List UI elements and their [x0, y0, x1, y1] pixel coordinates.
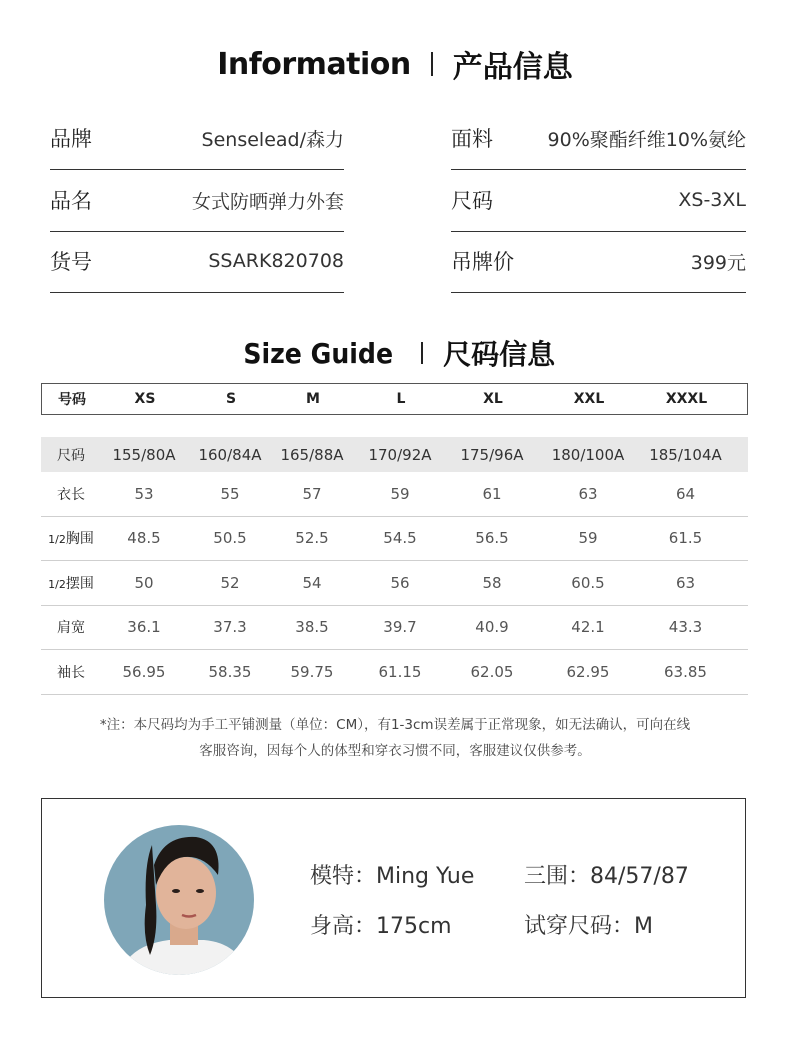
table-row-length: [41, 472, 748, 517]
info-value: XS-3XL: [678, 189, 746, 211]
table-cell: 52.5: [295, 529, 329, 548]
size-title-en: Size Guide: [243, 336, 393, 370]
table-cell: 165/88A: [280, 445, 344, 464]
table-cell: 58: [482, 573, 502, 592]
header-cell: L: [396, 391, 406, 407]
model-info-card: [41, 798, 746, 998]
header-cell: XL: [483, 391, 503, 407]
info-row-item-number: [50, 230, 344, 293]
size-code-row: [41, 437, 748, 472]
size-guide-section-title: [0, 333, 790, 373]
table-row-hem: [41, 561, 748, 606]
info-value: Senselead/森力: [201, 128, 344, 151]
table-row-sleeve: [41, 650, 748, 695]
table-cell: 63: [578, 484, 598, 503]
info-label: 货号: [50, 250, 92, 274]
info-row-size-range: [451, 169, 746, 232]
table-cell: 53: [134, 484, 154, 503]
table-cell: 61.5: [668, 529, 703, 548]
size-table-header: [41, 383, 748, 415]
table-cell: 180/100A: [551, 445, 625, 464]
table-cell: 59: [390, 484, 410, 503]
note-line: 客服咨询，因每个人的体型和穿衣习惯不同，客服建议仅供参考。: [199, 743, 591, 759]
row-label: 肩宽: [57, 620, 85, 637]
table-cell: 61.15: [378, 662, 422, 681]
info-row-product-name: [50, 169, 344, 232]
table-cell: 42.1: [571, 618, 605, 637]
info-row-brand: [50, 107, 344, 170]
info-value: SSARK820708: [208, 250, 344, 272]
table-cell: 63.85: [664, 662, 707, 681]
table-cell: 58.35: [208, 662, 252, 681]
table-cell: 185/104A: [649, 445, 722, 464]
header-cell: M: [306, 391, 320, 407]
table-cell: 48.5: [127, 529, 161, 548]
model-fit-size: 试穿尺码：M: [524, 914, 653, 939]
header-cell: XS: [134, 391, 156, 407]
table-cell: 37.3: [213, 618, 247, 637]
info-label: 面料: [451, 127, 493, 151]
table-row-shoulder: [41, 606, 748, 651]
table-cell: 57: [302, 484, 322, 503]
table-cell: 50.5: [213, 529, 247, 548]
table-cell: 61: [482, 484, 502, 503]
table-cell: 155/80A: [112, 445, 176, 464]
table-cell: 56.5: [475, 529, 509, 548]
model-avatar: [104, 825, 254, 975]
table-cell: 59.75: [290, 662, 334, 681]
table-cell: 63: [675, 573, 696, 592]
table-cell: 62.95: [566, 662, 610, 681]
header-cell: XXL: [573, 391, 605, 407]
note-line: *注：本尺码均为手工平铺测量（单位：CM），有1-3cm误差属于正常现象，如无法确认，可向在线: [99, 717, 691, 733]
size-title-zh: 尺码信息: [443, 338, 556, 371]
table-cell: 50: [134, 573, 154, 592]
info-value: 90%聚酯纤维10%氨纶: [547, 128, 746, 151]
info-value: 女式防晒弹力外套: [191, 190, 344, 213]
info-label: 尺码: [451, 189, 493, 213]
info-title-zh: 产品信息: [452, 50, 573, 85]
info-label: 品牌: [50, 127, 92, 151]
table-cell: 170/92A: [368, 445, 432, 464]
table-cell: 52: [220, 573, 240, 592]
info-row-tag-price: [451, 230, 746, 293]
title-divider: [421, 342, 423, 364]
table-cell: 160/84A: [198, 445, 262, 464]
table-cell: 59: [578, 529, 598, 548]
header-cell: 号码: [58, 392, 86, 408]
row-label: 1/2摆围: [48, 575, 94, 592]
measurement-note: [40, 712, 750, 764]
row-label: 衣长: [57, 486, 85, 503]
row-label: 袖长: [57, 664, 85, 681]
table-cell: 55: [220, 484, 240, 503]
model-measurements: 三围：84/57/87: [524, 864, 689, 889]
table-cell: 40.9: [475, 618, 509, 637]
title-divider: [431, 52, 433, 76]
info-row-fabric: [451, 107, 746, 170]
table-cell: 39.7: [383, 618, 417, 637]
table-cell: 56.95: [122, 662, 166, 681]
info-label: 品名: [50, 189, 92, 213]
header-cell: S: [225, 391, 237, 407]
header-cell: XXXL: [665, 391, 708, 407]
table-cell: 54.5: [383, 529, 417, 548]
table-cell: 62.05: [470, 662, 514, 681]
info-title-en: Information: [217, 46, 411, 82]
info-value: 399元: [690, 251, 746, 274]
info-label: 吊牌价: [451, 250, 514, 274]
table-cell: 43.3: [668, 618, 703, 637]
table-cell: 60.5: [571, 573, 605, 592]
size-table: [41, 383, 748, 695]
table-cell: 54: [302, 573, 322, 592]
table-cell: 36.1: [127, 618, 161, 637]
table-cell: 175/96A: [460, 445, 524, 464]
row-label: 1/2胸围: [48, 531, 94, 548]
row-label: 尺码: [57, 447, 85, 464]
info-section-title: [0, 42, 790, 86]
model-height: 身高：175cm: [310, 914, 452, 939]
table-cell: 56: [390, 573, 410, 592]
table-row-chest: [41, 517, 748, 562]
table-cell: 64: [675, 484, 696, 503]
model-name: 模特：Ming Yue: [310, 864, 475, 889]
table-cell: 38.5: [295, 618, 329, 637]
